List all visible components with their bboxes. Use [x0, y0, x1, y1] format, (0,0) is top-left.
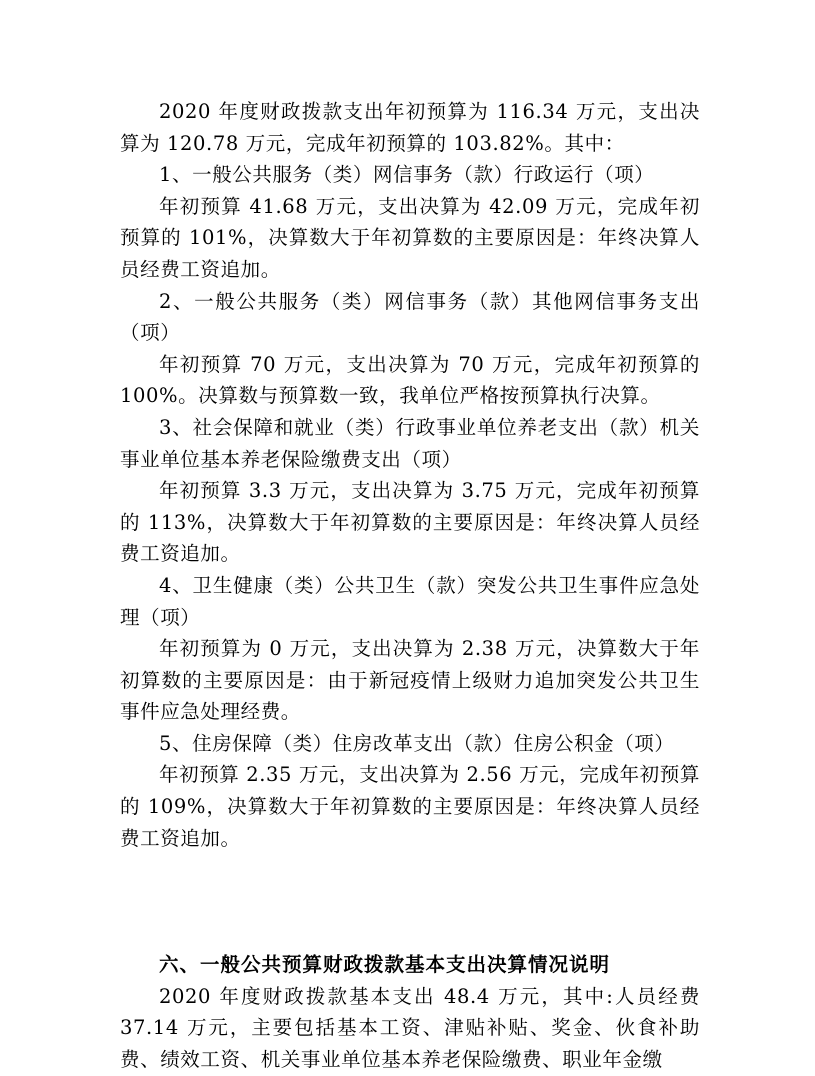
item-2-title: 2、一般公共服务（类）网信事务（款）其他网信事务支出（项） — [120, 289, 700, 345]
section-spacer — [120, 854, 700, 949]
item-5-detail: 年初预算 2.35 万元，支出决算为 2.56 万元，完成年初预算的 109%，决算数大于年初算数的主要原因是：年终决算人员经费工资追加。 — [120, 763, 700, 850]
item-4-title: 4、卫生健康（类）公共卫生（款）突发公共卫生事件应急处理（项） — [120, 573, 700, 629]
item-3-detail: 年初预算 3.3 万元，支出决算为 3.75 万元，完成年初预算的 113%，决算数大于年初算数的主要原因是：年终决算人员经费工资追加。 — [120, 479, 700, 566]
document-body — [120, 96, 700, 1076]
paragraph-budget-summary: 2020 年度财政拨款支出年初预算为 116.34 万元，支出决算为 120.78 万元，完成年初预算的 103.82%。其中： — [120, 100, 700, 155]
item-4-detail: 年初预算为 0 万元，支出决算为 2.38 万元，决算数大于年初算数的主要原因是：由于新冠疫情上级财力追加突发公共卫生事件应急处理经费。 — [120, 637, 700, 724]
item-3-title: 3、社会保障和就业（类）行政事业单位养老支出（款）机关事业单位基本养老保险缴费支出（项） — [120, 415, 700, 471]
item-5-title: 5、住房保障（类）住房改革支出（款）住房公积金（项） — [159, 731, 675, 755]
section-heading: 六、一般公共预算财政拨款基本支出决算情况说明 — [159, 953, 611, 977]
item-2-detail: 年初预算 70 万元，支出决算为 70 万元，完成年初预算的 100%。决算数与预算数一致，我单位严格按预算执行决算。 — [120, 352, 700, 408]
item-1-title: 1、一般公共服务（类）网信事务（款）行政运行（项） — [159, 163, 655, 187]
section-paragraph: 2020 年度财政拨款基本支出 48.4 万元，其中:人员经费 37.14 万元，主要包括基本工资、津贴补贴、奖金、伙食补助费、绩效工资、机关事业单位基本养老保险缴费、职业年金缴 — [120, 984, 700, 1072]
item-1-detail: 年初预算 41.68 万元，支出决算为 42.09 万元，完成年初预算的 101%，决算数大于年初算数的主要原因是：年终决算人员经费工资追加。 — [120, 194, 700, 281]
